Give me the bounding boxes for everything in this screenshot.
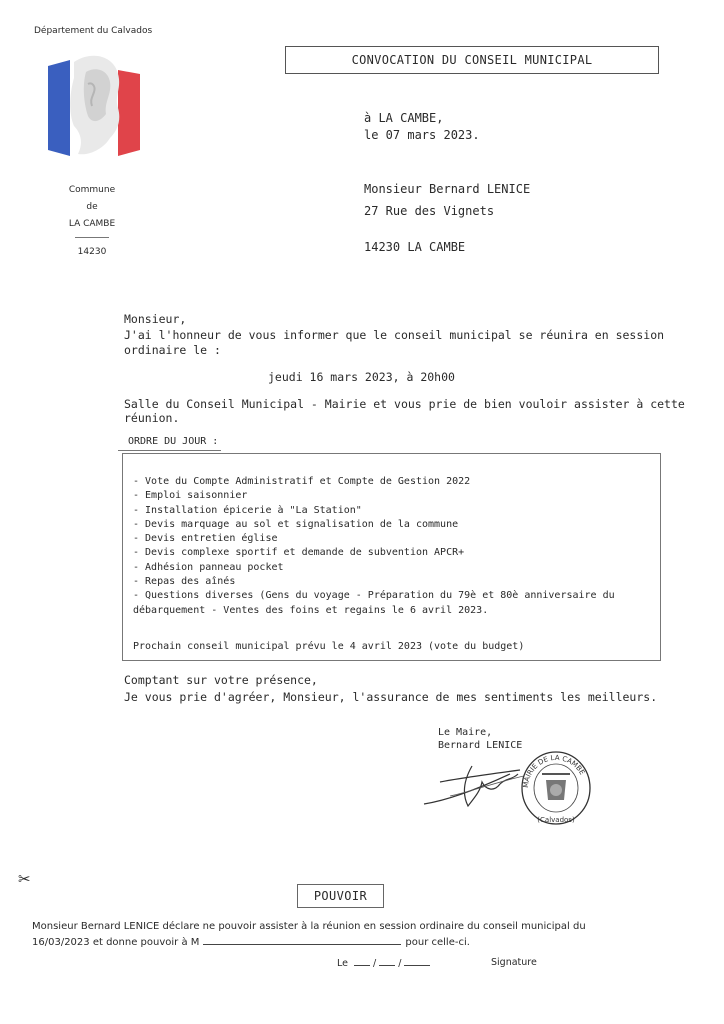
commune-divider: [75, 237, 109, 238]
month-field[interactable]: [379, 965, 395, 966]
proxy-line-1: Monsieur Bernard LENICE déclare ne pouvoir assister à la réunion en session ordinaire du conseil municipal du: [32, 921, 586, 932]
venue-line-1: Salle du Conseil Municipal - Mairie et vous prie de bien vouloir assister à cette: [124, 397, 685, 411]
proxy-date-line: [337, 958, 430, 969]
agenda-item: - Adhésion panneau pocket: [133, 561, 284, 573]
signatory-block: [438, 726, 522, 752]
agenda-item: - Installation épicerie à "La Station": [133, 504, 362, 516]
date-separator: /: [398, 958, 402, 969]
stamp-bottom-text: (Calvados): [537, 816, 575, 824]
next-meeting-note: Prochain conseil municipal prévu le 4 avril 2023 (vote du budget): [133, 641, 525, 652]
agenda-box: [122, 453, 661, 661]
year-field[interactable]: [404, 965, 430, 966]
place-date: [364, 110, 480, 144]
agenda-item: - Questions diverses (Gens du voyage - Préparation du 79è et 80è anniversaire du: [133, 590, 615, 602]
proxy-line-2-suffix: pour celle-ci.: [405, 937, 470, 948]
agenda-label-rule: [118, 450, 221, 451]
date-line: le 07 mars 2023.: [364, 128, 480, 142]
signatory-name: Bernard LENICE: [438, 740, 523, 751]
document-title: CONVOCATION DU CONSEIL MUNICIPAL: [285, 46, 659, 74]
signatory-title: Le Maire,: [438, 727, 493, 738]
marianne-logo: [44, 52, 142, 162]
recipient-street: 27 Rue des Vignets: [364, 204, 495, 218]
meeting-date: jeudi 16 mars 2023, à 20h00: [268, 370, 455, 384]
scissors-icon: ✂: [18, 870, 31, 888]
date-prefix: Le: [337, 958, 348, 969]
intro-line-1: J'ai l'honneur de vous informer que le conseil municipal se réunira en session: [124, 328, 665, 342]
agenda-item: - Emploi saisonnier: [133, 490, 248, 502]
signature-label: Signature: [491, 957, 537, 968]
commune-block: [56, 182, 128, 261]
stamp-top-text: MAIRIE DE LA CAMBE: [521, 753, 587, 789]
agenda-item: - Devis marquage au sol et signalisation de la commune: [133, 518, 459, 530]
agenda-item: - Devis complexe sportif et demande de subvention APCR+: [133, 547, 465, 559]
recipient-name: Monsieur Bernard LENICE: [364, 182, 531, 196]
proxy-statement: [32, 919, 672, 950]
recipient-city: 14230 LA CAMBE: [364, 240, 466, 254]
closing-line-2: Je vous prie d'agréer, Monsieur, l'assurance de mes sentiments les meilleurs.: [124, 690, 658, 704]
department-name: Département du Calvados: [34, 26, 153, 36]
proxy-line-2-prefix: 16/03/2023 et donne pouvoir à M: [32, 937, 200, 948]
intro-line-2: ordinaire le :: [124, 343, 221, 357]
agenda-item: - Vote du Compte Administratif et Compte de Gestion 2022: [133, 476, 471, 487]
agenda-label: ORDRE DU JOUR :: [128, 436, 219, 447]
town-hall-stamp: [518, 746, 594, 828]
proxy-line-2: [32, 934, 672, 950]
day-field[interactable]: [354, 965, 370, 966]
commune-de: de: [86, 202, 98, 212]
agenda-item: - Devis entretien église: [133, 533, 278, 545]
agenda-list: [133, 475, 653, 618]
venue-line-2: réunion.: [124, 411, 180, 425]
recipient-address: [364, 178, 530, 258]
closing-line-1: Comptant sur votre présence,: [124, 673, 318, 687]
proxy-heading: POUVOIR: [297, 884, 384, 908]
agenda-item: - Repas des aînés: [133, 576, 236, 588]
place-line: à LA CAMBE,: [364, 111, 444, 125]
agenda-item: débarquement - Ventes des foins et regains le 6 avril 2023.: [133, 604, 489, 616]
commune-label: Commune: [68, 185, 116, 195]
commune-postcode: 14230: [77, 247, 107, 257]
commune-name: LA CAMBE: [68, 219, 116, 229]
date-separator: /: [373, 958, 377, 969]
proxy-name-field[interactable]: [203, 934, 401, 945]
salutation: Monsieur,: [124, 312, 187, 326]
